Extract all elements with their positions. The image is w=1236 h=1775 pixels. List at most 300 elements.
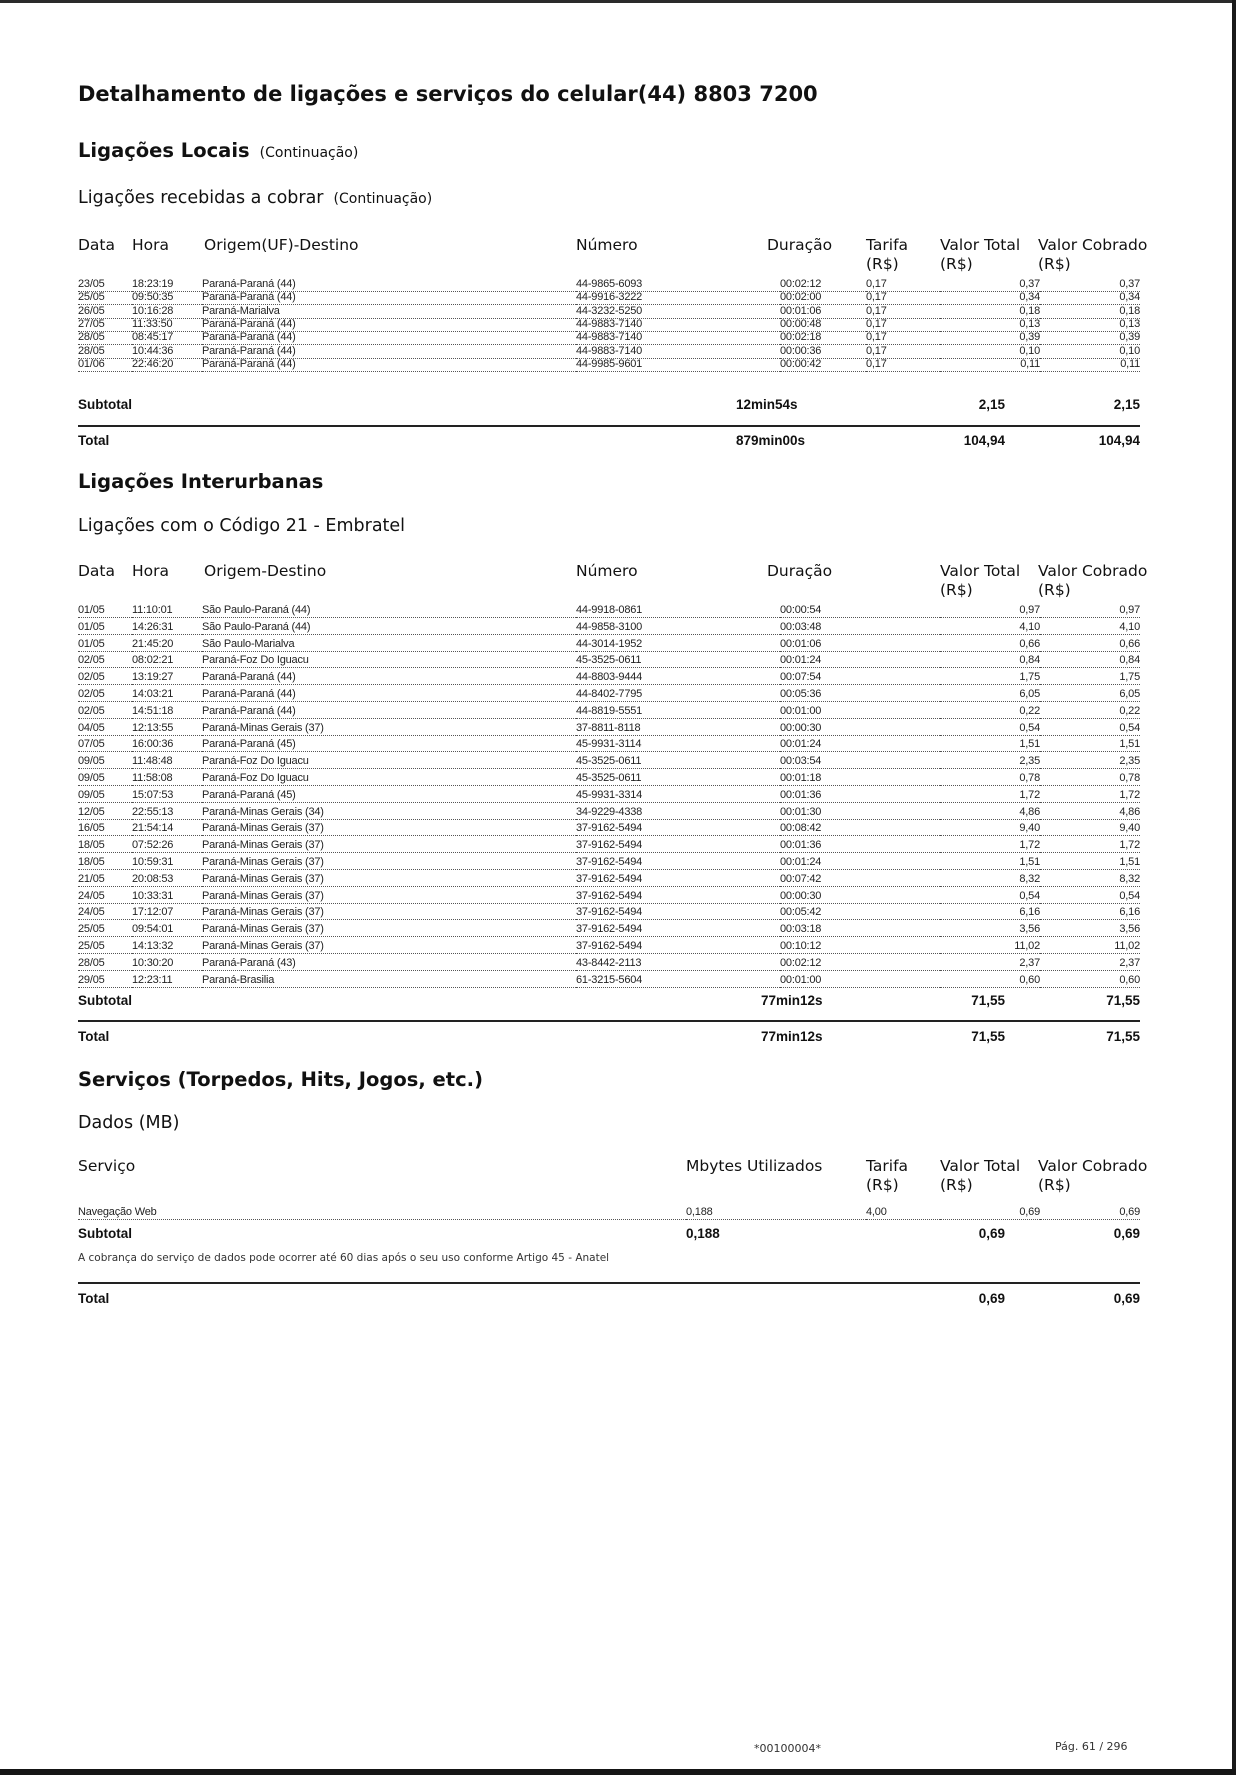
table-row [78, 671, 1140, 685]
cell-origem: Paraná-Minas Gerais (37) [202, 940, 576, 954]
cell-duracao: 00:02:12 [780, 957, 996, 971]
cell-duracao: 00:00:48 [780, 318, 866, 332]
cell-valor-cobrado: 6,05 [1040, 688, 1140, 702]
cell-tarifa: 4,00 [866, 1206, 976, 1220]
cell-valor-total: 1,51 [940, 856, 1040, 870]
table-row [78, 305, 1140, 319]
scan-edge-right [1232, 0, 1236, 1775]
cell-duracao: 00:01:06 [780, 305, 866, 319]
cell-valor-cobrado: 0,39 [1040, 331, 1140, 345]
cell-valor-total: 0,97 [940, 604, 1040, 618]
cell-duracao: 00:00:30 [780, 722, 996, 736]
table-row [78, 940, 1140, 954]
cell-mbytes: 0,188 [686, 1206, 866, 1220]
cell-origem: Paraná-Paraná (44) [202, 705, 576, 719]
cell-hora: 08:02:21 [132, 654, 202, 668]
cell-valor-cobrado: 4,86 [1040, 806, 1140, 820]
cell-valor-cobrado: 0,54 [1040, 890, 1140, 904]
cell-valor-cobrado: 0,18 [1040, 305, 1140, 319]
cell-numero: 37-9162-5494 [576, 822, 780, 836]
cell-hora: 20:08:53 [132, 873, 202, 887]
inter-total-label: Total [78, 1029, 110, 1044]
table-row [78, 688, 1140, 702]
locais-total-label: Total [78, 433, 110, 448]
cell-valor-cobrado: 0,97 [1040, 604, 1140, 618]
col-origem: Origem-Destino [204, 562, 327, 580]
cell-valor-cobrado: 1,72 [1040, 789, 1140, 803]
cell-data: 21/05 [78, 873, 132, 887]
cell-origem: São Paulo-Paraná (44) [202, 621, 576, 635]
cell-numero: 45-9931-3314 [576, 789, 780, 803]
cell-valor-total: 4,10 [940, 621, 1040, 635]
cell-data: 25/05 [78, 923, 132, 937]
cell-data: 26/05 [78, 305, 132, 319]
cell-hora: 10:59:31 [132, 856, 202, 870]
cell-valor-total: 0,60 [940, 974, 1040, 988]
cell-duracao: 00:01:24 [780, 856, 996, 870]
cell-duracao: 00:02:18 [780, 331, 866, 345]
cell-data: 04/05 [78, 722, 132, 736]
cell-duracao: 00:05:42 [780, 906, 996, 920]
page-title: Detalhamento de ligações e serviços do celular(44) 8803 7200 [78, 82, 818, 106]
cell-data: 16/05 [78, 822, 132, 836]
serv-subtotal-mbytes: 0,188 [686, 1226, 720, 1241]
table-row [78, 604, 1140, 618]
cell-data: 01/06 [78, 358, 132, 372]
cell-hora: 16:00:36 [132, 738, 202, 752]
cell-valor-total: 0,22 [940, 705, 1040, 719]
cell-hora: 13:19:27 [132, 671, 202, 685]
col-valor-cobrado: Valor Cobrado (R$) [1038, 1157, 1148, 1194]
inter-divider [78, 1020, 1140, 1022]
serv-subtotal-label: Subtotal [78, 1226, 132, 1241]
subheading-recebidas [78, 188, 432, 208]
cell-duracao: 00:00:54 [780, 604, 996, 618]
cell-duracao: 00:01:24 [780, 654, 996, 668]
scan-edge-top [0, 0, 1236, 3]
cell-valor-total: 2,37 [940, 957, 1040, 971]
cell-origem: Paraná-Minas Gerais (37) [202, 906, 576, 920]
cell-data: 18/05 [78, 839, 132, 853]
locais-total-total: 104,94 [963, 433, 1005, 448]
table-row [78, 873, 1140, 887]
cell-duracao: 00:03:54 [780, 755, 996, 769]
section-heading-servicos: Serviços (Torpedos, Hits, Jogos, etc.) [78, 1068, 483, 1091]
col-hora: Hora [132, 562, 170, 580]
cell-valor-total: 1,72 [940, 789, 1040, 803]
cell-valor-cobrado: 0,54 [1040, 722, 1140, 736]
cell-valor-cobrado: 6,16 [1040, 906, 1140, 920]
cell-duracao: 00:00:30 [780, 890, 996, 904]
cell-numero: 37-9162-5494 [576, 873, 780, 887]
cell-numero: 44-9883-7140 [576, 331, 846, 345]
cell-numero: 37-9162-5494 [576, 906, 780, 920]
cell-numero: 44-9916-3222 [576, 291, 846, 305]
cell-hora: 14:51:18 [132, 705, 202, 719]
col-duracao: Duração [767, 562, 833, 580]
cell-valor-total: 0,66 [940, 638, 1040, 652]
cell-data: 09/05 [78, 755, 132, 769]
cell-valor-cobrado: 2,35 [1040, 755, 1140, 769]
cell-hora: 14:13:32 [132, 940, 202, 954]
cell-hora: 11:10:01 [132, 604, 202, 618]
col-valor-cobrado: Valor Cobrado (R$) [1038, 562, 1148, 599]
cell-hora: 10:30:20 [132, 957, 202, 971]
dados-note: A cobrança do serviço de dados pode ocorrer até 60 dias após o seu uso conforme Artigo 45 - Anatel [78, 1252, 610, 1264]
cell-valor-total: 1,72 [940, 839, 1040, 853]
cell-origem: Paraná-Minas Gerais (37) [202, 923, 576, 937]
cell-data: 02/05 [78, 705, 132, 719]
cell-numero: 44-8819-5551 [576, 705, 780, 719]
table-row [78, 923, 1140, 937]
cell-tarifa: 0,17 [866, 278, 976, 292]
cell-data: 02/05 [78, 654, 132, 668]
locais-heading-sub: (Continuação) [259, 145, 359, 161]
cell-valor-cobrado: 0,78 [1040, 772, 1140, 786]
cell-hora: 12:13:55 [132, 722, 202, 736]
table-row [78, 358, 1140, 372]
table-row [78, 331, 1140, 345]
cell-origem: São Paulo-Paraná (44) [202, 604, 576, 618]
cell-numero: 44-9985-9601 [576, 358, 846, 372]
table-row [78, 291, 1140, 305]
cell-valor-cobrado: 1,51 [1040, 856, 1140, 870]
table-row [78, 806, 1140, 820]
col-hora: Hora [132, 236, 170, 254]
cell-origem: Paraná-Brasilia [202, 974, 576, 988]
table-row [78, 957, 1140, 971]
inter-subtotal-cobrado: 71,55 [1106, 993, 1140, 1008]
cell-valor-cobrado: 0,11 [1040, 358, 1140, 372]
cell-valor-total: 6,05 [940, 688, 1040, 702]
cell-valor-total: 0,37 [940, 278, 1040, 292]
cell-numero: 45-3525-0611 [576, 755, 780, 769]
cell-valor-total: 8,32 [940, 873, 1040, 887]
cell-numero: 44-9883-7140 [576, 318, 846, 332]
col-numero: Número [576, 236, 638, 254]
cell-duracao: 00:01:00 [780, 974, 996, 988]
inter-total-total: 71,55 [971, 1029, 1005, 1044]
cell-origem: Paraná-Foz Do Iguacu [202, 755, 576, 769]
col-data: Data [78, 562, 116, 580]
serv-subtotal-cobrado: 0,69 [1113, 1226, 1140, 1241]
col-servico: Serviço [78, 1157, 136, 1175]
col-data: Data [78, 236, 116, 254]
cell-hora: 22:46:20 [132, 358, 202, 372]
cell-valor-total: 9,40 [940, 822, 1040, 836]
cell-duracao: 00:01:36 [780, 789, 996, 803]
cell-data: 01/05 [78, 604, 132, 618]
table-row [78, 772, 1140, 786]
locais-subtotal-total: 2,15 [978, 397, 1005, 412]
cell-hora: 07:52:26 [132, 839, 202, 853]
cell-numero: 45-3525-0611 [576, 772, 780, 786]
cell-data: 24/05 [78, 906, 132, 920]
cell-origem: Paraná-Paraná (44) [202, 688, 576, 702]
cell-origem: Paraná-Minas Gerais (37) [202, 822, 576, 836]
cell-data: 28/05 [78, 957, 132, 971]
cell-valor-total: 0,34 [940, 291, 1040, 305]
cell-duracao: 00:05:36 [780, 688, 996, 702]
cell-duracao: 00:03:18 [780, 923, 996, 937]
table-row [78, 345, 1140, 359]
table-row [78, 822, 1140, 836]
cell-origem: Paraná-Paraná (44) [202, 318, 576, 332]
cell-valor-total: 0,69 [940, 1206, 1040, 1220]
cell-duracao: 00:01:18 [780, 772, 996, 786]
serv-subtotal-total: 0,69 [978, 1226, 1005, 1241]
cell-origem: Paraná-Paraná (45) [202, 738, 576, 752]
col-numero: Número [576, 562, 638, 580]
table-row [78, 856, 1140, 870]
locais-total-cobrado: 104,94 [1098, 433, 1140, 448]
cell-duracao: 00:00:36 [780, 345, 866, 359]
cell-valor-cobrado: 0,22 [1040, 705, 1140, 719]
cell-tarifa: 0,17 [866, 331, 976, 345]
cell-numero: 44-9883-7140 [576, 345, 846, 359]
cell-data: 09/05 [78, 772, 132, 786]
cell-data: 28/05 [78, 331, 132, 345]
locais-heading-text: Ligações Locais [78, 139, 250, 162]
col-tarifa: Tarifa (R$) [866, 236, 909, 273]
cell-data: 07/05 [78, 738, 132, 752]
cell-valor-total: 0,78 [940, 772, 1040, 786]
cell-hora: 11:58:08 [132, 772, 202, 786]
cell-valor-total: 0,54 [940, 722, 1040, 736]
cell-origem: Paraná-Paraná (43) [202, 957, 576, 971]
cell-valor-cobrado: 1,51 [1040, 738, 1140, 752]
cell-duracao: 00:01:36 [780, 839, 996, 853]
cell-numero: 44-9865-6093 [576, 278, 846, 292]
cell-valor-total: 4,86 [940, 806, 1040, 820]
col-tarifa: Tarifa (R$) [866, 1157, 909, 1194]
col-valor-cobrado: Valor Cobrado (R$) [1038, 236, 1148, 273]
cell-origem: Paraná-Minas Gerais (37) [202, 856, 576, 870]
recebidas-sub: (Continuação) [333, 191, 433, 207]
cell-numero: 37-9162-5494 [576, 856, 780, 870]
cell-data: 01/05 [78, 621, 132, 635]
cell-origem: Paraná-Minas Gerais (37) [202, 873, 576, 887]
subheading-embratel: Ligações com o Código 21 - Embratel [78, 516, 406, 536]
cell-data: 12/05 [78, 806, 132, 820]
cell-origem: Paraná-Marialva [202, 305, 576, 319]
serv-total-cobrado: 0,69 [1113, 1291, 1140, 1306]
cell-valor-total: 0,11 [940, 358, 1040, 372]
cell-duracao: 00:01:06 [780, 638, 996, 652]
cell-numero: 44-3232-5250 [576, 305, 846, 319]
cell-numero: 34-9229-4338 [576, 806, 780, 820]
barcode-text: *00100004* [754, 1742, 821, 1755]
cell-numero: 61-3215-5604 [576, 974, 780, 988]
table-row [78, 738, 1140, 752]
col-valor-total: Valor Total (R$) [940, 236, 1021, 273]
cell-hora: 21:45:20 [132, 638, 202, 652]
cell-numero: 44-9858-3100 [576, 621, 780, 635]
table-row [78, 974, 1140, 988]
cell-duracao: 00:07:54 [780, 671, 996, 685]
scan-edge-bottom [0, 1769, 1236, 1775]
cell-hora: 09:50:35 [132, 291, 202, 305]
cell-duracao: 00:10:12 [780, 940, 996, 954]
col-duracao: Duração [767, 236, 833, 254]
cell-hora: 18:23:19 [132, 278, 202, 292]
cell-valor-total: 3,56 [940, 923, 1040, 937]
cell-valor-cobrado: 0,69 [1040, 1206, 1140, 1220]
cell-duracao: 00:00:42 [780, 358, 866, 372]
cell-data: 25/05 [78, 291, 132, 305]
cell-hora: 14:03:21 [132, 688, 202, 702]
table-row [78, 621, 1140, 635]
cell-data: 27/05 [78, 318, 132, 332]
inter-subtotal-duration: 77min12s [761, 993, 823, 1008]
cell-data: 23/05 [78, 278, 132, 292]
cell-valor-cobrado: 0,84 [1040, 654, 1140, 668]
cell-hora: 10:33:31 [132, 890, 202, 904]
cell-duracao: 00:01:00 [780, 705, 996, 719]
cell-valor-cobrado: 0,66 [1040, 638, 1140, 652]
cell-numero: 37-9162-5494 [576, 940, 780, 954]
cell-valor-cobrado: 3,56 [1040, 923, 1140, 937]
cell-duracao: 00:03:48 [780, 621, 996, 635]
inter-subtotal-total: 71,55 [971, 993, 1005, 1008]
cell-valor-cobrado: 0,10 [1040, 345, 1140, 359]
cell-origem: Paraná-Minas Gerais (37) [202, 722, 576, 736]
cell-origem: Paraná-Paraná (44) [202, 291, 576, 305]
table-row [78, 638, 1140, 652]
col-origem: Origem(UF)-Destino [204, 236, 359, 254]
cell-origem: Paraná-Foz Do Iguacu [202, 654, 576, 668]
locais-subtotal-duration: 12min54s [736, 397, 798, 412]
cell-data: 02/05 [78, 671, 132, 685]
cell-numero: 37-9162-5494 [576, 839, 780, 853]
table-row [78, 906, 1140, 920]
cell-numero: 45-9931-3114 [576, 738, 780, 752]
cell-valor-cobrado: 2,37 [1040, 957, 1140, 971]
cell-hora: 14:26:31 [132, 621, 202, 635]
table-row [78, 705, 1140, 719]
section-heading-interurbanas: Ligações Interurbanas [78, 470, 324, 493]
cell-duracao: 00:08:42 [780, 822, 996, 836]
cell-origem: Paraná-Paraná (45) [202, 789, 576, 803]
recebidas-text: Ligações recebidas a cobrar [78, 188, 324, 208]
cell-valor-cobrado: 9,40 [1040, 822, 1140, 836]
table-row [78, 654, 1140, 668]
cell-hora: 17:12:07 [132, 906, 202, 920]
cell-valor-total: 0,13 [940, 318, 1040, 332]
cell-origem: São Paulo-Marialva [202, 638, 576, 652]
cell-hora: 11:48:48 [132, 755, 202, 769]
locais-subtotal-cobrado: 2,15 [1113, 397, 1140, 412]
cell-tarifa: 0,17 [866, 291, 976, 305]
cell-numero: 37-9162-5494 [576, 890, 780, 904]
cell-tarifa: 0,17 [866, 345, 976, 359]
cell-tarifa: 0,17 [866, 318, 976, 332]
subheading-dados: Dados (MB) [78, 1113, 180, 1133]
cell-tarifa: 0,17 [866, 358, 976, 372]
cell-numero: 37-8811-8118 [576, 722, 780, 736]
table-row [78, 789, 1140, 803]
cell-valor-cobrado: 1,72 [1040, 839, 1140, 853]
cell-origem: Paraná-Minas Gerais (34) [202, 806, 576, 820]
cell-valor-cobrado: 0,37 [1040, 278, 1140, 292]
cell-numero: 44-3014-1952 [576, 638, 780, 652]
col-valor-total: Valor Total (R$) [940, 1157, 1021, 1194]
table-row [78, 318, 1140, 332]
cell-duracao: 00:07:42 [780, 873, 996, 887]
table-row [78, 890, 1140, 904]
inter-total-cobrado: 71,55 [1106, 1029, 1140, 1044]
cell-valor-total: 6,16 [940, 906, 1040, 920]
cell-hora: 10:16:28 [132, 305, 202, 319]
cell-origem: Paraná-Minas Gerais (37) [202, 890, 576, 904]
cell-hora: 12:23:11 [132, 974, 202, 988]
cell-duracao: 00:02:00 [780, 291, 866, 305]
cell-data: 02/05 [78, 688, 132, 702]
cell-numero: 44-8803-9444 [576, 671, 780, 685]
cell-origem: Paraná-Paraná (44) [202, 358, 576, 372]
cell-duracao: 00:01:24 [780, 738, 996, 752]
cell-numero: 45-3525-0611 [576, 654, 780, 668]
table-row [78, 722, 1140, 736]
cell-duracao: 00:02:12 [780, 278, 866, 292]
serv-total-total: 0,69 [978, 1291, 1005, 1306]
inter-total-duration: 77min12s [761, 1029, 823, 1044]
table-row [78, 755, 1140, 769]
table-row [78, 839, 1140, 853]
col-valor-total: Valor Total (R$) [940, 562, 1021, 599]
cell-data: 29/05 [78, 974, 132, 988]
cell-hora: 10:44:36 [132, 345, 202, 359]
table-row [78, 1206, 1140, 1220]
cell-valor-cobrado: 8,32 [1040, 873, 1140, 887]
cell-valor-total: 0,39 [940, 331, 1040, 345]
cell-origem: Paraná-Paraná (44) [202, 278, 576, 292]
cell-origem: Paraná-Minas Gerais (37) [202, 839, 576, 853]
cell-data: 24/05 [78, 890, 132, 904]
cell-hora: 11:33:50 [132, 318, 202, 332]
page-number: Pág. 61 / 296 [1055, 1740, 1128, 1753]
cell-valor-cobrado: 0,34 [1040, 291, 1140, 305]
cell-valor-total: 0,54 [940, 890, 1040, 904]
cell-valor-cobrado: 4,10 [1040, 621, 1140, 635]
cell-valor-total: 0,84 [940, 654, 1040, 668]
cell-valor-total: 0,10 [940, 345, 1040, 359]
locais-divider [78, 425, 1140, 427]
cell-valor-total: 2,35 [940, 755, 1040, 769]
cell-data: 01/05 [78, 638, 132, 652]
cell-hora: 22:55:13 [132, 806, 202, 820]
locais-subtotal-label: Subtotal [78, 397, 132, 412]
cell-numero: 44-9918-0861 [576, 604, 780, 618]
cell-data: 28/05 [78, 345, 132, 359]
cell-numero: 37-9162-5494 [576, 923, 780, 937]
serv-total-label: Total [78, 1291, 110, 1306]
cell-duracao: 00:01:30 [780, 806, 996, 820]
cell-valor-total: 1,51 [940, 738, 1040, 752]
cell-numero: 43-8442-2113 [576, 957, 780, 971]
cell-valor-cobrado: 11,02 [1040, 940, 1140, 954]
cell-data: 18/05 [78, 856, 132, 870]
cell-valor-cobrado: 1,75 [1040, 671, 1140, 685]
cell-hora: 09:54:01 [132, 923, 202, 937]
table-row [78, 278, 1140, 292]
inter-subtotal-label: Subtotal [78, 993, 132, 1008]
serv-divider [78, 1282, 1140, 1284]
cell-data: 09/05 [78, 789, 132, 803]
cell-valor-total: 1,75 [940, 671, 1040, 685]
cell-valor-total: 11,02 [940, 940, 1040, 954]
col-mbytes: Mbytes Utilizados [686, 1157, 823, 1175]
